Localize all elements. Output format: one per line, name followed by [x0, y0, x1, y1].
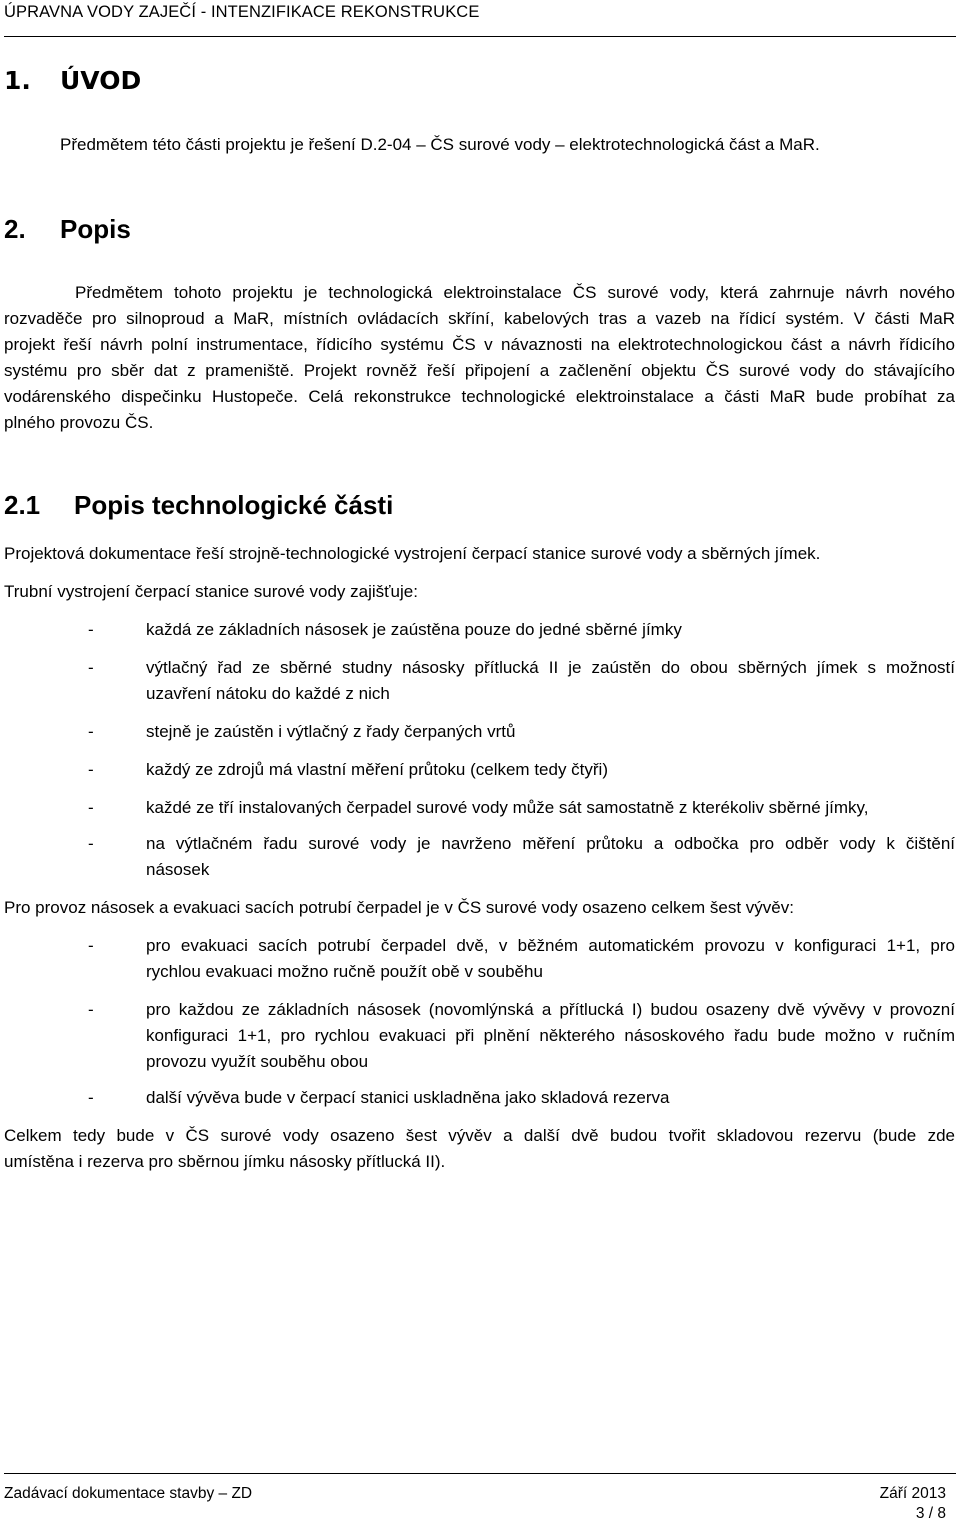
page-number: 3 / 8 — [915, 1505, 946, 1522]
section-2-line-1: Předmětem tohoto projektu je technologická elektroinstalace ČS surové vody, která zahrnuje návrh nového — [75, 283, 955, 302]
section-2-line-4: systému pro sběr dat z prameniště. Projekt rovněž řeší připojení a začlenění objektu ČS surové vody do stávajícího — [4, 361, 955, 380]
section-1-title: ÚVOD — [60, 66, 142, 95]
section-2-1-heading — [4, 490, 393, 521]
section-2-line-5: vodárenského dispečinku Hustopeče. Celá rekonstrukce technologické elektroinstalace a části MaR bude probíhat za — [4, 387, 955, 406]
section-1-text: Předmětem této části projektu je řešení D.2-04 – ČS surové vody – elektrotechnologická část a MaR. — [60, 135, 820, 154]
pipe-list-heading: Trubní vystrojení čerpací stanice surové vody zajišťuje: — [4, 582, 418, 601]
list-item-continuation: konfiguraci 1+1, pro rychlou evakuaci při plnění některého násoskového řadu bude možno v ručním — [146, 1026, 955, 1045]
footer-document-name: Zadávací dokumentace stavby – ZD — [4, 1485, 253, 1502]
list-item: stejně je zaústěn i výtlačný z řady čerpaných vrtů — [146, 722, 516, 741]
list-item: pro evakuaci sacích potrubí čerpadel dvě, v běžném automatickém provozu v konfiguraci 1+1, pro — [146, 936, 955, 955]
section-2-heading — [4, 214, 131, 245]
section-2-1-intro: Projektová dokumentace řeší strojně-technologické vystrojení čerpací stanice surové vody a sběrných jímek. — [4, 544, 821, 563]
list-bullet: - — [88, 760, 94, 779]
vacuum-list-heading: Pro provoz násosek a evakuaci sacích potrubí čerpadel je v ČS surové vody osazeno celkem šest vývěv: — [4, 898, 794, 917]
list-item-continuation: násosek — [146, 860, 210, 879]
conclusion-line-1: Celkem tedy bude v ČS surové vody osazeno šest vývěv a další dvě budou tvořit skladovou rezervu (bude zde — [4, 1126, 955, 1145]
list-item-continuation: provozu využít souběhu obou — [146, 1052, 369, 1071]
list-item-continuation: rychlou evakuaci možno ručně použít obě v souběhu — [146, 962, 543, 981]
section-2-line-6: plného provozu ČS. — [4, 413, 154, 432]
footer-divider — [4, 1473, 956, 1474]
list-item: každá ze základních násosek je zaústěna pouze do jedné sběrné jímky — [146, 620, 682, 639]
running-header: ÚPRAVNA VODY ZAJEČÍ - INTENZIFIKACE REKONSTRUKCE — [4, 3, 480, 21]
list-item-continuation: uzavření nátoku do každé z nich — [146, 684, 390, 703]
list-bullet: - — [88, 620, 94, 639]
list-bullet: - — [88, 936, 94, 955]
list-item: každý ze zdrojů má vlastní měření průtoku (celkem tedy čtyři) — [146, 760, 608, 779]
footer-date: Září 2013 — [879, 1485, 946, 1502]
list-item: na výtlačném řadu surové vody je navrženo měření průtoku a odbočka pro odběr vody k čištění — [146, 834, 955, 853]
conclusion-line-2: umístěna i rezerva pro sběrnou jímku násosky přítlucká II). — [4, 1152, 446, 1171]
list-bullet: - — [88, 798, 94, 817]
section-2-number: 2. — [4, 214, 26, 244]
list-item: výtlačný řad ze sběrné studny násosky přítlucká II je zaústěn do obou sběrných jímek s možností — [146, 658, 955, 677]
section-1-heading — [4, 66, 141, 95]
section-2-1-number: 2.1 — [4, 490, 41, 520]
list-item: každé ze tří instalovaných čerpadel surové vody může sát samostatně z kterékoliv sběrné jímky, — [146, 798, 869, 817]
list-item: další vývěva bude v čerpací stanici uskladněna jako skladová rezerva — [146, 1088, 670, 1107]
section-2-line-2: rozvaděče pro silnoproud a MaR, místních ovládacích skříní, kabelových tras a vazeb na řídicí systém. V části MaR — [4, 309, 955, 328]
list-bullet: - — [88, 834, 94, 853]
section-2-line-3: projekt řeší návrh polní instrumentace, řídicího systému ČS v návaznosti na elektrotechnologickou část a návrh řídicího — [4, 335, 955, 354]
header-divider — [4, 36, 956, 37]
section-2-title: Popis — [60, 214, 131, 244]
list-bullet: - — [88, 1088, 94, 1107]
list-bullet: - — [88, 722, 94, 741]
list-bullet: - — [88, 1000, 94, 1019]
list-bullet: - — [88, 658, 94, 677]
section-1-number: 1. — [4, 66, 31, 95]
list-item: pro každou ze základních násosek (novomlýnská a přítlucká I) budou osazeny dvě vývěvy v provozní — [146, 1000, 955, 1019]
section-2-1-title: Popis technologické části — [74, 490, 394, 520]
